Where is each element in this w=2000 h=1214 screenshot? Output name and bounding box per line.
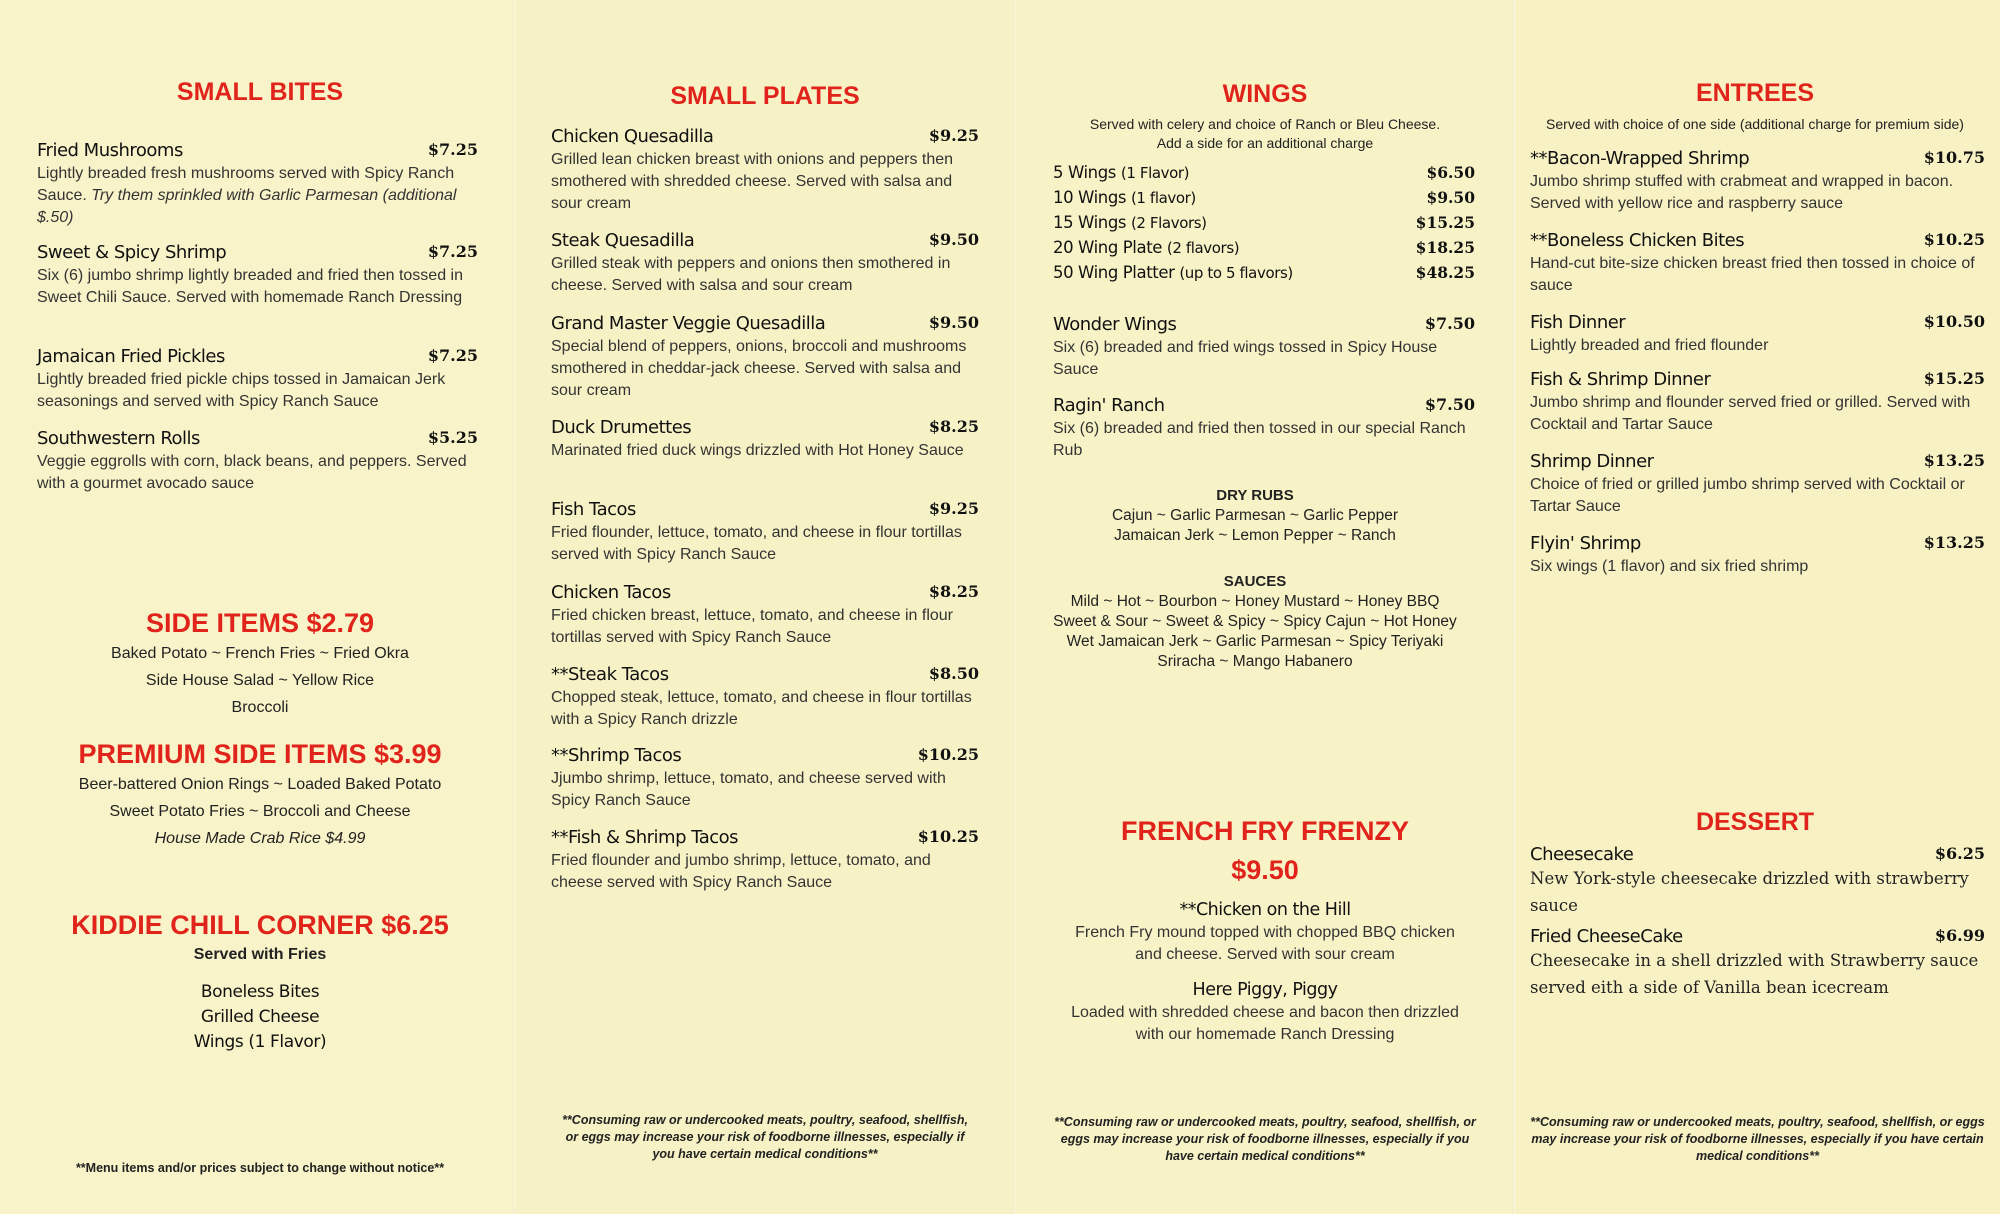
item-name: **Steak Tacos — [551, 664, 669, 685]
item-description: Lightly breaded fresh mushrooms served with Spicy Ranch Sauce. Try them sprinkled with Garlic Parmesan (additional $.50) — [37, 165, 457, 226]
item-description: Special blend of peppers, onions, broccoli and mushrooms smothered in cheddar-jack cheese. Served with salsa and sour cream — [551, 338, 967, 399]
item-name: Fried CheeseCake — [1530, 926, 1683, 947]
menu-item — [1530, 926, 1985, 1001]
item-name: **Shrimp Tacos — [551, 745, 682, 766]
item-name: Wonder Wings — [1053, 314, 1177, 335]
item-name: Cheesecake — [1530, 844, 1634, 865]
kiddie-items — [40, 980, 480, 1055]
menu-item — [1053, 314, 1475, 381]
wing-option-name: 20 Wing Plate — [1053, 238, 1163, 257]
item-description: Six (6) jumbo shrimp lightly breaded and fried then tossed in Sweet Chili Sauce. Served with homemade Ranch Dressing — [37, 267, 463, 306]
wing-option-flavor: (2 Flavors) — [1130, 214, 1207, 232]
premium-sides-line: Beer-battered Onion Rings ~ Loaded Baked Potato — [78, 776, 442, 793]
side-items-line: Side House Salad ~ Yellow Rice — [145, 672, 375, 689]
wing-option-name: 15 Wings — [1053, 213, 1127, 232]
side-items-line: Baked Potato ~ French Fries ~ Fried Okra — [111, 645, 409, 662]
item-price: $9.50 — [928, 313, 979, 332]
panel-small-plates — [515, 0, 1015, 1214]
wing-option-price: $18.25 — [1415, 238, 1475, 257]
item-price: $10.50 — [1923, 312, 1985, 331]
item-description: Veggie eggrolls with corn, black beans, and peppers. Served with a gourmet avocado sauce — [37, 453, 467, 492]
menu-item — [1530, 844, 1985, 919]
item-description: Jjumbo shrimp, lettuce, tomato, and cheese served with Spicy Ranch Sauce — [551, 770, 946, 809]
item-description: Grilled steak with peppers and onions then smothered in cheese. Served with salsa and sour cream — [551, 255, 951, 294]
item-name: Sweet & Spicy Shrimp — [37, 242, 227, 263]
item-description: Lightly breaded fried pickle chips tossed in Jamaican Jerk seasonings and served with Spicy Ranch Sauce — [37, 371, 446, 410]
item-name: Chicken Quesadilla — [551, 126, 714, 147]
item-description: Jumbo shrimp and flounder served fried or grilled. Served with Cocktail and Tartar Sauce — [1530, 394, 1971, 433]
item-description: Cheesecake in a shell drizzled with Strawberry sauce served eith a side of Vanilla bean icecream — [1530, 951, 1979, 997]
wing-option-name: 5 Wings — [1053, 163, 1117, 182]
item-name: **Fish & Shrimp Tacos — [551, 827, 739, 848]
wing-option-flavor: (up to 5 flavors) — [1179, 264, 1293, 282]
item-price: $7.25 — [427, 242, 478, 261]
sauces-heading: SAUCES — [1223, 573, 1287, 590]
item-name: **Bacon-Wrapped Shrimp — [1530, 148, 1750, 169]
menu-item — [551, 126, 979, 215]
item-name: Fried Mushrooms — [37, 140, 183, 161]
disclaimer: **Consuming raw or undercooked meats, poultry, seafood, shellfish, or eggs may increase your risk of foodborne illnesses, especially if you have certain medical conditions** — [1530, 1115, 1985, 1163]
item-name: Grand Master Veggie Quesadilla — [551, 313, 826, 334]
menu-item — [551, 745, 979, 812]
wings-subtitle-line: Add a side for an additional charge — [1156, 135, 1374, 151]
sauces — [1030, 572, 1480, 672]
item-name: Southwestern Rolls — [37, 428, 200, 449]
item-price: $6.25 — [1934, 844, 1985, 863]
item-price: $7.50 — [1424, 314, 1475, 333]
panel-wings — [1015, 0, 1515, 1214]
menu-item — [37, 140, 478, 229]
menu-item — [1530, 148, 1985, 215]
item-price: $6.99 — [1934, 926, 1985, 945]
menu-item — [1530, 533, 1985, 578]
wing-options — [1053, 163, 1475, 293]
item-price: $13.25 — [1923, 533, 1985, 552]
wing-option — [1053, 263, 1475, 288]
panel-entrees — [1515, 0, 2000, 1214]
item-name: Flyin' Shrimp — [1530, 533, 1641, 554]
item-price: $10.75 — [1923, 148, 1985, 167]
item-description: Choice of fried or grilled jumbo shrimp served with Cocktail or Tartar Sauce — [1530, 476, 1965, 515]
item-name: Fish Dinner — [1530, 312, 1626, 333]
menu-item — [1530, 230, 1985, 297]
menu-item — [551, 664, 979, 731]
item-description: Loaded with shredded cheese and bacon then drizzled with our homemade Ranch Dressing — [1071, 1004, 1459, 1043]
kiddie-item: Boneless Bites — [200, 982, 320, 1002]
item-name: Jamaican Fried Pickles — [37, 346, 225, 367]
side-items-line: Broccoli — [231, 699, 289, 716]
item-name: Duck Drumettes — [551, 417, 692, 438]
item-price: $9.25 — [928, 499, 979, 518]
wing-option — [1053, 188, 1475, 213]
wing-option-price: $15.25 — [1415, 213, 1475, 232]
item-price: $8.25 — [928, 417, 979, 436]
wing-option-price: $9.50 — [1426, 188, 1475, 207]
disclaimer: **Consuming raw or undercooked meats, poultry, seafood, shellfish, or eggs may increase your risk of foodborne illnesses, especially if you have certain medical conditions** — [562, 1113, 968, 1161]
premium-sides-line: House Made Crab Rice $4.99 — [154, 830, 366, 847]
panel-small-bites — [0, 0, 515, 1214]
item-description: French Fry mound topped with chopped BBQ chicken and cheese. Served with sour cream — [1075, 924, 1455, 963]
menu-item — [551, 827, 979, 894]
item-description: Hand-cut bite-size chicken breast fried then tossed in choice of sauce — [1530, 255, 1975, 294]
item-price: $7.50 — [1424, 395, 1475, 414]
item-price: $5.25 — [427, 428, 478, 447]
small-bites-heading: SMALL BITES — [176, 78, 344, 106]
entrees-subtitle: Served with choice of one side (additional charge for premium side) — [1546, 116, 1964, 132]
item-description: Chopped steak, lettuce, tomato, and cheese in flour tortillas with a Spicy Ranch drizzle — [551, 689, 972, 728]
item-name: Fish Tacos — [551, 499, 636, 520]
item-price: $15.25 — [1923, 369, 1985, 388]
menu-item — [1530, 369, 1985, 436]
item-price: $8.25 — [928, 582, 979, 601]
item-description: Fried chicken breast, lettuce, tomato, and cheese in flour tortillas served with Spicy Ranch Sauce — [551, 607, 953, 646]
dry-rubs-line: Cajun ~ Garlic Parmesan ~ Garlic Pepper — [1111, 507, 1399, 524]
item-name: Fish & Shrimp Dinner — [1530, 369, 1711, 390]
wings-heading: WINGS — [1222, 80, 1308, 108]
item-name: **Chicken on the Hill — [1179, 900, 1351, 920]
kiddie-item: Grilled Cheese — [200, 1007, 320, 1027]
sauces-line: Sriracha ~ Mango Habanero — [1157, 653, 1353, 670]
sauces-line: Wet Jamaican Jerk ~ Garlic Parmesan ~ Spicy Teriyaki — [1066, 633, 1444, 650]
menu-item — [1530, 451, 1985, 518]
menu-item — [37, 428, 478, 495]
item-description: Jumbo shrimp stuffed with crabmeat and wrapped in bacon. Served with yellow rice and raspberry sauce — [1530, 173, 1954, 212]
fry-frenzy-item — [1035, 980, 1495, 1046]
kiddie-item: Wings (1 Flavor) — [193, 1032, 327, 1052]
dessert-heading: DESSERT — [1695, 808, 1815, 836]
dry-rubs-heading: DRY RUBS — [1216, 487, 1294, 504]
item-name: Shrimp Dinner — [1530, 451, 1654, 472]
wings-subtitle — [1035, 115, 1495, 153]
item-description: Fried flounder, lettuce, tomato, and cheese in flour tortillas served with Spicy Ranch Sauce — [551, 524, 962, 563]
fry-frenzy-item — [1035, 900, 1495, 966]
item-name: Here Piggy, Piggy — [1192, 980, 1338, 1000]
fry-frenzy-heading: FRENCH FRY FRENZY — [1120, 816, 1409, 846]
menu-item — [551, 230, 979, 297]
sauces-line: Sweet & Sour ~ Sweet & Spicy ~ Spicy Cajun ~ Hot Honey — [1053, 613, 1457, 630]
item-note: Try them sprinkled with Garlic Parmesan (additional $.50) — [37, 187, 457, 226]
wing-option-price: $6.50 — [1426, 163, 1475, 182]
sauces-line: Mild ~ Hot ~ Bourbon ~ Honey Mustard ~ Honey BBQ — [1070, 593, 1440, 610]
wing-option — [1053, 213, 1475, 238]
disclaimer: **Consuming raw or undercooked meats, poultry, seafood, shellfish, or eggs may increase your risk of foodborne illnesses, especially if you have certain medical conditions** — [1054, 1115, 1476, 1163]
item-price: $10.25 — [917, 745, 979, 764]
item-description: Lightly breaded and fried flounder — [1530, 337, 1769, 354]
item-price: $10.25 — [1923, 230, 1985, 249]
item-price: $10.25 — [917, 827, 979, 846]
menu-item — [1530, 312, 1985, 357]
item-price: $9.50 — [928, 230, 979, 249]
wing-option — [1053, 163, 1475, 188]
menu-item — [551, 582, 979, 649]
item-name: Ragin' Ranch — [1053, 395, 1165, 416]
side-items-list — [40, 640, 480, 721]
wings-subtitle-line: Served with celery and choice of Ranch or Bleu Cheese. — [1089, 116, 1441, 132]
price-change-notice: **Menu items and/or prices subject to change without notice** — [75, 1161, 445, 1175]
item-price: $9.25 — [928, 126, 979, 145]
item-price: $7.25 — [427, 346, 478, 365]
small-plates-heading: SMALL PLATES — [670, 82, 860, 110]
menu-item — [551, 313, 979, 402]
item-name: Chicken Tacos — [551, 582, 671, 603]
item-description: Grilled lean chicken breast with onions and peppers then smothered with shredded cheese. Served with salsa and sour cream — [551, 151, 954, 212]
premium-sides-heading: PREMIUM SIDE ITEMS $3.99 — [78, 739, 442, 769]
item-description: Six (6) breaded and fried wings tossed in Spicy House Sauce — [1053, 339, 1438, 378]
entrees-heading: ENTREES — [1695, 79, 1815, 107]
item-price: $8.50 — [928, 664, 979, 683]
menu-item — [1053, 395, 1475, 462]
wing-option-flavor: (2 flavors) — [1166, 239, 1240, 257]
item-description: New York-style cheesecake drizzled with strawberry sauce — [1530, 869, 1969, 915]
dry-rubs-line: Jamaican Jerk ~ Lemon Pepper ~ Ranch — [1114, 527, 1396, 544]
wing-option-name: 10 Wings — [1053, 188, 1127, 207]
item-description: Six (6) breaded and fried then tossed in our special Ranch Rub — [1053, 420, 1466, 459]
menu-item — [551, 417, 979, 462]
wing-option-flavor: (1 flavor) — [1130, 189, 1196, 207]
menu-item — [37, 242, 478, 309]
premium-sides-line: Sweet Potato Fries ~ Broccoli and Cheese — [109, 803, 411, 820]
item-description: Fried flounder and jumbo shrimp, lettuce, tomato, and cheese served with Spicy Ranch Sauce — [551, 852, 931, 891]
menu-item — [37, 346, 478, 413]
wing-option-flavor: (1 Flavor) — [1120, 164, 1190, 182]
wing-option-price: $48.25 — [1415, 263, 1475, 282]
item-description: Marinated fried duck wings drizzled with Hot Honey Sauce — [551, 442, 964, 459]
side-items-heading: SIDE ITEMS $2.79 — [145, 608, 375, 638]
premium-sides-list — [30, 771, 490, 852]
dry-rubs — [1035, 486, 1475, 546]
fry-frenzy-price: $9.50 — [1231, 855, 1299, 885]
kiddie-heading: KIDDIE CHILL CORNER $6.25 — [71, 910, 449, 940]
wing-option-name: 50 Wing Platter — [1053, 263, 1175, 282]
item-name: Steak Quesadilla — [551, 230, 695, 251]
item-price: $13.25 — [1923, 451, 1985, 470]
kiddie-subtitle: Served with Fries — [193, 946, 327, 963]
item-description: Six wings (1 flavor) and six fried shrimp — [1530, 558, 1809, 575]
wing-option — [1053, 238, 1475, 263]
menu-item — [551, 499, 979, 566]
item-name: **Boneless Chicken Bites — [1530, 230, 1745, 251]
item-price: $7.25 — [427, 140, 478, 159]
